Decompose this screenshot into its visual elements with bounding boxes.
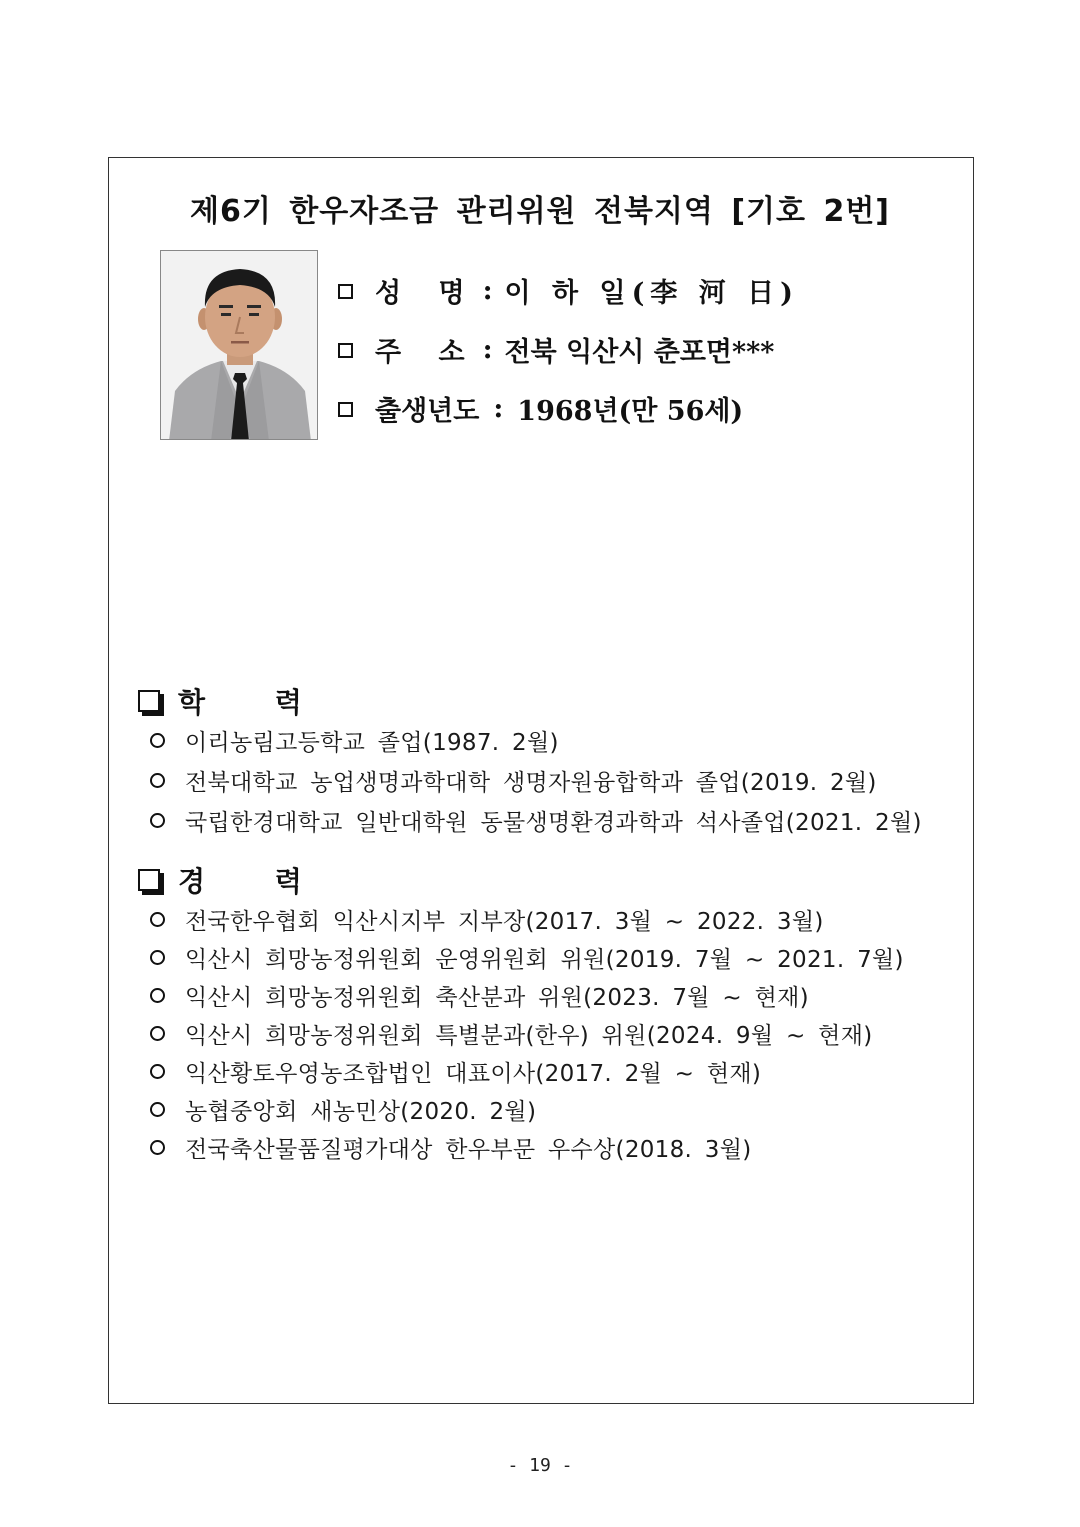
section-box-icon [138, 869, 160, 891]
page-title: 제6기 한우자조금 관리위원 전북지역 [기호 2번] [189, 194, 891, 229]
education-list [150, 720, 922, 840]
profile-name-row [338, 271, 799, 310]
list-item: 익산황토우영농조합법인 대표이사(2017. 2월 ~ 현재) [150, 1052, 904, 1090]
list-item: 익산시 희망농정위원회 운영위원회 위원(2019. 7월 ~ 2021. 7월) [150, 938, 904, 976]
circle-bullet-icon [150, 1102, 165, 1117]
list-item: 익산시 희망농정위원회 특별분과(한우) 위원(2024. 9월 ~ 현재) [150, 1014, 904, 1052]
separator: : [493, 393, 504, 424]
circle-bullet-icon [150, 733, 165, 748]
square-bullet-icon [338, 343, 353, 358]
list-item: 국립한경대학교 일반대학원 동물생명환경과학과 석사졸업(2021. 2월) [150, 800, 922, 840]
birth-value: 1968년(만 56세) [517, 396, 744, 427]
candidate-photo [160, 250, 318, 440]
square-bullet-icon [338, 284, 353, 299]
circle-bullet-icon [150, 773, 165, 788]
list-item: 익산시 희망농정위원회 축산분과 위원(2023. 7월 ~ 현재) [150, 976, 904, 1014]
birth-label: 출생년도 [375, 396, 480, 427]
separator: : [482, 275, 493, 306]
address-label: 주 소 [375, 337, 479, 368]
profile-birth-row [338, 389, 743, 428]
circle-bullet-icon [150, 950, 165, 965]
circle-bullet-icon [150, 912, 165, 927]
list-item: 전국한우협회 익산시지부 지부장(2017. 3월 ~ 2022. 3월) [150, 900, 904, 938]
separator: : [482, 334, 493, 365]
list-item: 전북대학교 농업생명과학대학 생명자원융합학과 졸업(2019. 2월) [150, 760, 922, 800]
circle-bullet-icon [150, 1026, 165, 1041]
circle-bullet-icon [150, 1064, 165, 1079]
circle-bullet-icon [150, 1140, 165, 1155]
profile-address-row [338, 330, 774, 369]
section-box-icon [138, 690, 160, 712]
address-value: 전북 익산시 춘포면*** [504, 337, 775, 368]
name-value: 이 하 일(李 河 日) [504, 278, 799, 309]
name-label: 성 명 [375, 278, 479, 309]
page-number: - 19 - [507, 1455, 573, 1476]
education-heading: 학 력 [138, 681, 332, 721]
circle-bullet-icon [150, 813, 165, 828]
career-list [150, 900, 904, 1166]
career-heading: 경 력 [138, 860, 332, 900]
list-item: 전국축산물품질평가대상 한우부문 우수상(2018. 3월) [150, 1128, 904, 1166]
circle-bullet-icon [150, 988, 165, 1003]
list-item: 이리농림고등학교 졸업(1987. 2월) [150, 720, 922, 760]
list-item: 농협중앙회 새농민상(2020. 2월) [150, 1090, 904, 1128]
square-bullet-icon [338, 402, 353, 417]
